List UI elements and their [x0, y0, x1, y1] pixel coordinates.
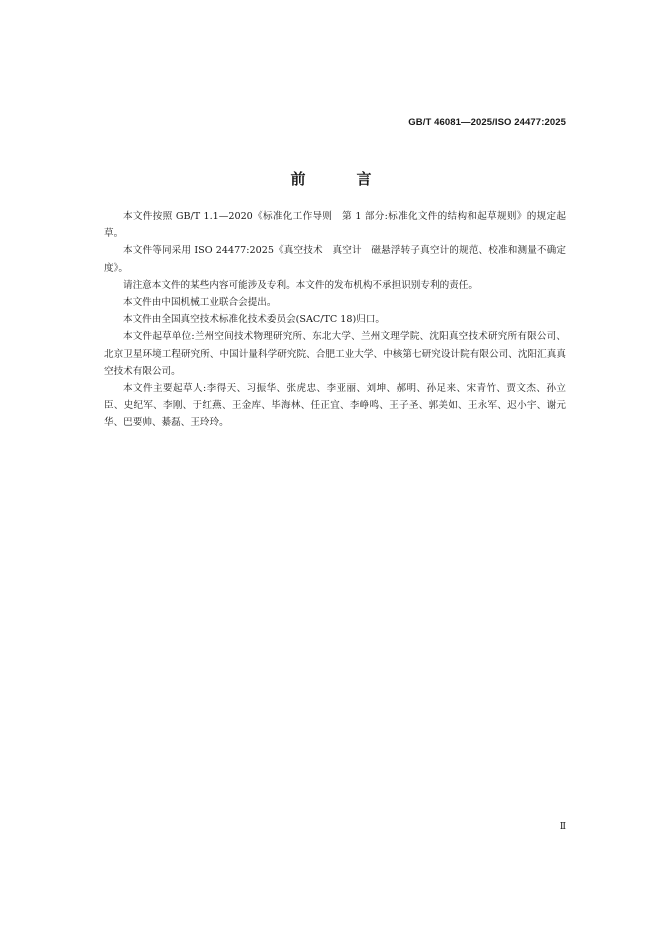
- paragraph-drafting-organizations: 本文件起草单位:兰州空间技术物理研究所、东北大学、兰州文理学院、沈阳真空技术研究所有限公司、北京卫星环境工程研究所、中国计量科学研究院、合肥工业大学、中核第七研究设计院有限公司、沈阳汇真真空技术有限公司。: [104, 331, 566, 377]
- page-title: 前 言: [290, 170, 390, 188]
- foreword-body: [104, 208, 566, 432]
- paragraph-adoption: 本文件等同采用 ISO 24477:2025《真空技术 真空计 磁悬浮转子真空计的规范、校准和测量不确定度》。: [104, 245, 566, 274]
- document-code: GB/T 46081—2025/ISO 24477:2025: [408, 117, 566, 128]
- paragraph-proposed-by: 本文件由中国机械工业联合会提出。: [123, 297, 277, 309]
- paragraph-under-jurisdiction: 本文件由全国真空技术标准化技术委员会(SAC/TC 18)归口。: [123, 314, 386, 326]
- paragraph-drafters: 本文件主要起草人:李得天、习振华、张虎忠、李亚丽、刘坤、郝明、孙足来、宋青竹、贾文杰、孙立臣、史纪军、李刚、于红燕、王金库、毕海林、任正宜、李峥鸣、王子圣、郭美如、王永军、迟小宇、谢元华、巴要帅、綦磊、王玲玲。: [104, 383, 566, 429]
- page-number: Ⅱ: [559, 822, 566, 832]
- paragraph-patent-notice: 请注意本文件的某些内容可能涉及专利。本文件的发布机构不承担识别专利的责任。: [123, 279, 478, 291]
- paragraph-drafting-rules: 本文件按照 GB/T 1.1—2020《标准化工作导则 第 1 部分:标准化文件的结构和起草规则》的规定起草。: [104, 211, 566, 240]
